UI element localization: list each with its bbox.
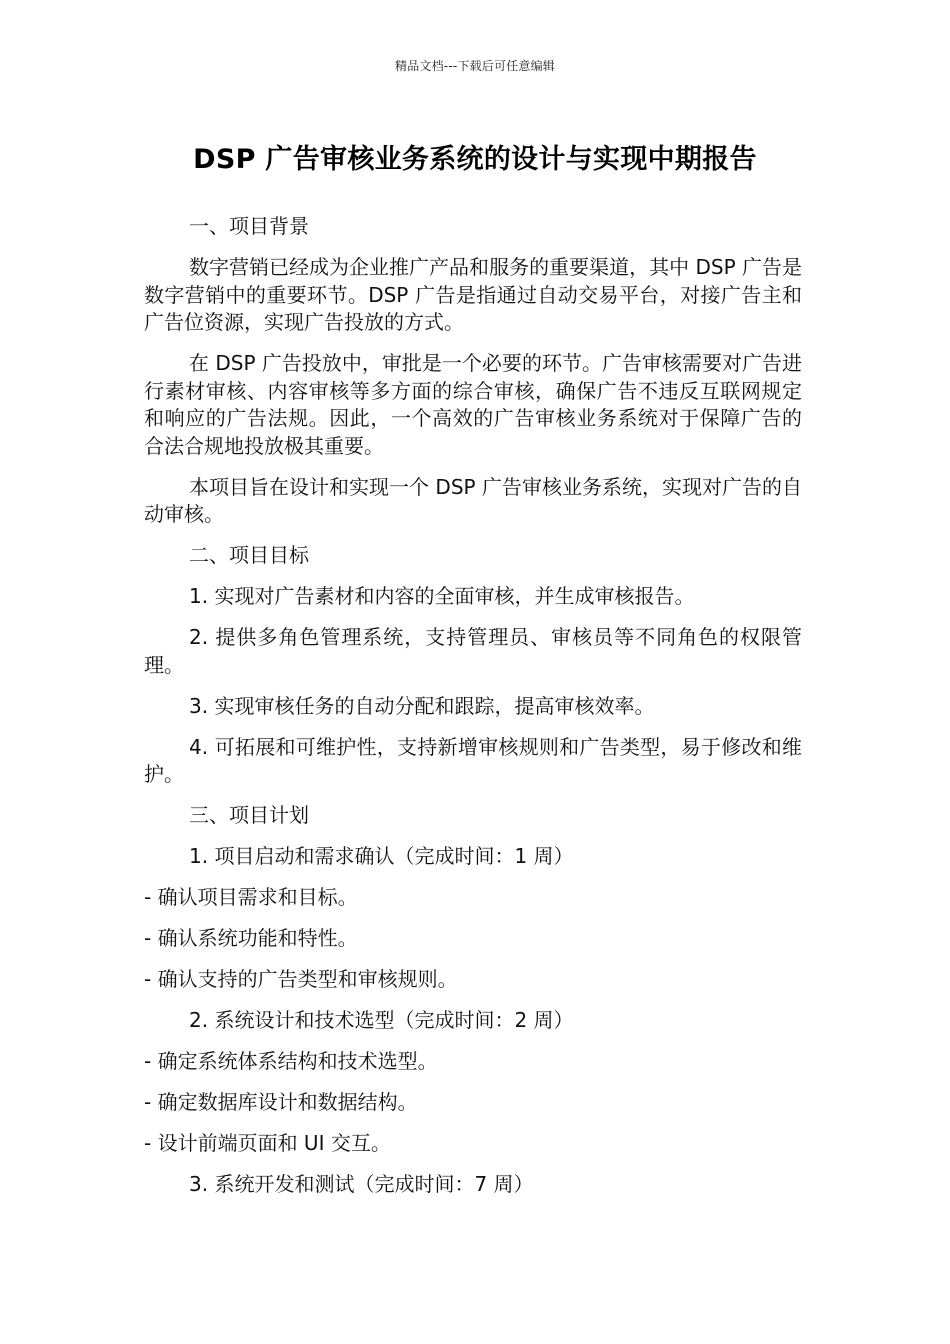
paragraph: - 确定数据库设计和数据结构。 xyxy=(144,1090,418,1114)
paragraph: 二、项目目标 xyxy=(189,543,309,567)
paragraph: 3. 系统开发和测试（完成时间：7 周） xyxy=(189,1172,534,1196)
paragraph: 三、项目计划 xyxy=(189,803,309,827)
paragraph: 3. 实现审核任务的自动分配和跟踪，提高审核效率。 xyxy=(189,693,655,718)
paragraph: 1. 实现对广告素材和内容的全面审核，并生成审核报告。 xyxy=(189,584,695,608)
paragraph: 数字营销已经成为企业推广产品和服务的重要渠道，其中 DSP 广告是数字营销中的重要环节。DSP 广告是指通过自动交易平台，对接广告主和广告位资源，实现广告投放的方式。 xyxy=(144,255,802,334)
paragraph: - 确定系统体系结构和技术选型。 xyxy=(144,1049,438,1073)
paragraph: 1. 项目启动和需求确认（完成时间：1 周） xyxy=(189,844,574,868)
paragraph: 本项目旨在设计和实现一个 DSP 广告审核业务系统，实现对广告的自动审核。 xyxy=(144,474,802,526)
paragraph: - 确认系统功能和特性。 xyxy=(144,926,358,950)
document-title: DSP 广告审核业务系统的设计与实现中期报告 xyxy=(193,144,757,175)
paragraph: 2. 系统设计和技术选型（完成时间：2 周） xyxy=(189,1008,574,1032)
paragraph: - 确认项目需求和目标。 xyxy=(144,885,358,909)
paragraph: - 确认支持的广告类型和审核规则。 xyxy=(144,967,458,991)
paragraph: - 设计前端页面和 UI 交互。 xyxy=(144,1131,391,1155)
paragraph: 一、项目背景 xyxy=(189,214,309,238)
document-body xyxy=(144,213,802,1212)
paragraph: 在 DSP 广告投放中，审批是一个必要的环节。广告审核需要对广告进行素材审核、内容审核等多方面的综合审核，确保广告不违反互联网规定和响应的广告法规。因此，一个高效的广告审核业务系统对于保障广告的合法合规地投放极其重要。 xyxy=(144,351,802,458)
paragraph: 4. 可拓展和可维护性，支持新增审核规则和广告类型，易于修改和维护。 xyxy=(144,734,802,786)
paragraph: 2. 提供多角色管理系统，支持管理员、审核员等不同角色的权限管理。 xyxy=(144,625,802,677)
header-note: 精品文档---下载后可任意编辑 xyxy=(395,59,555,73)
